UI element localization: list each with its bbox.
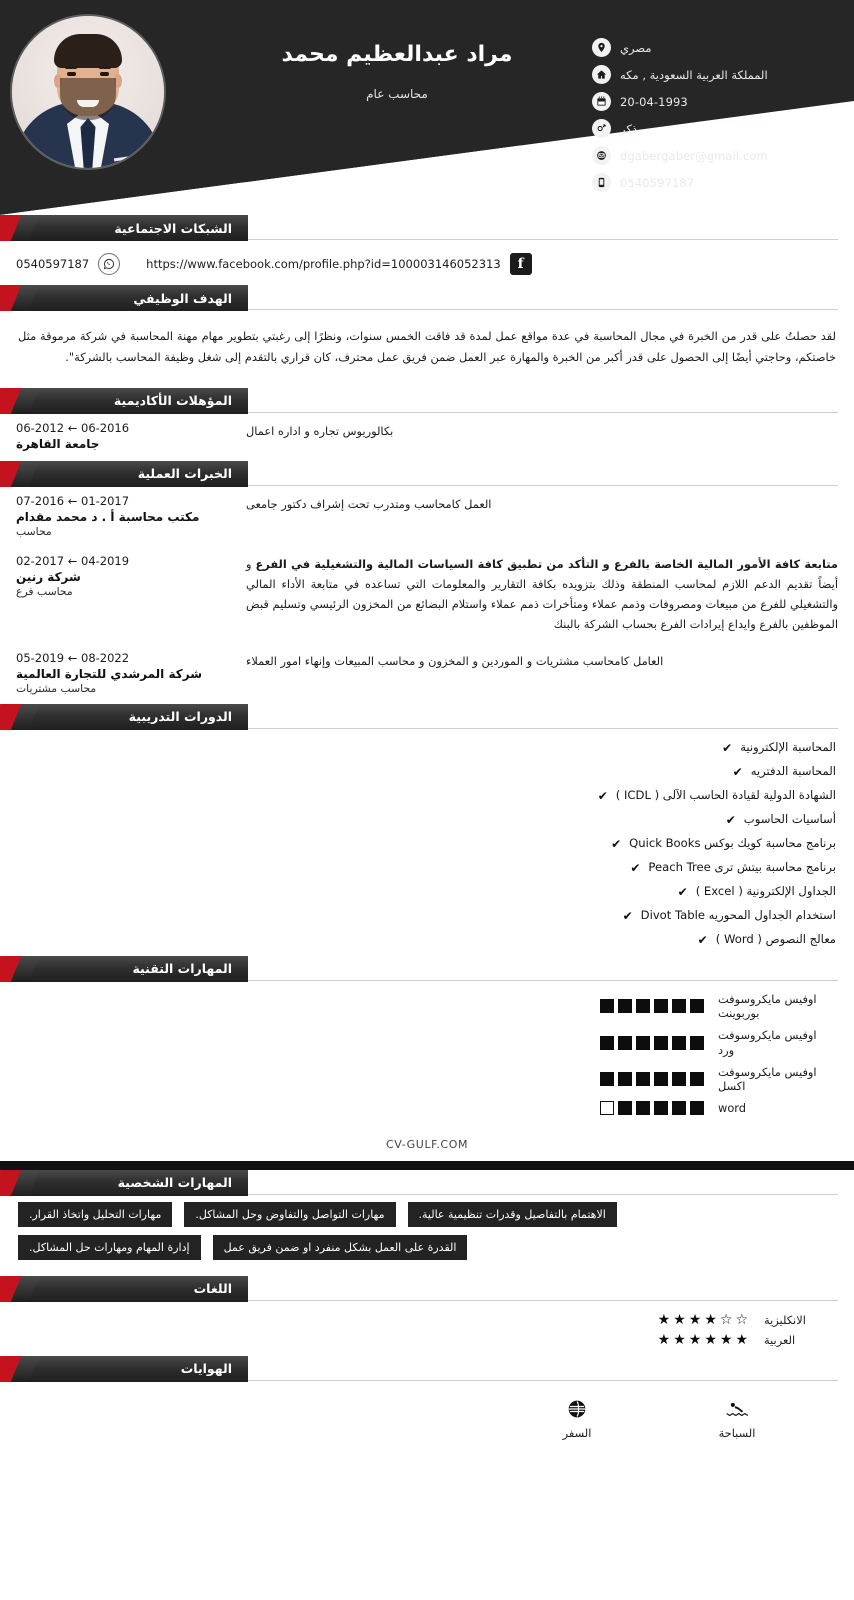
section-header <box>16 215 838 241</box>
section-title: الهدف الوظيفي <box>133 290 232 306</box>
section-divider <box>248 239 838 240</box>
phone-icon <box>592 173 611 192</box>
education-degree: بكالوريوس تجاره و اداره اعمال <box>246 423 394 438</box>
rating-box <box>672 1101 686 1115</box>
language-row <box>18 1310 836 1330</box>
contact-value: 20-04-1993 <box>620 94 688 109</box>
language-rating <box>658 1333 748 1347</box>
rating-star: ☆ <box>719 1311 733 1328</box>
section-title: المهارات الشخصية <box>117 1175 232 1191</box>
experience-description-highlight: متابعة كافة الأمور المالية الخاصة بالفرع و التأكد من تطبيق كافة السياسات المالية والتشغيلية في الفرع <box>255 556 838 571</box>
section-divider <box>248 1380 838 1381</box>
section-title: الشبكات الاجتماعية <box>114 220 232 236</box>
rating-box <box>654 999 668 1013</box>
contact-item-address <box>592 61 854 88</box>
section-banner <box>16 1276 248 1302</box>
section-banner <box>16 285 248 311</box>
rating-box <box>672 999 686 1013</box>
course-name: برنامج محاسبة كويك بوكس Quick Books <box>629 835 836 850</box>
list-item <box>18 928 836 952</box>
avatar <box>12 16 164 168</box>
tech-skills-list <box>16 982 838 1122</box>
tech-skill-row <box>18 1061 836 1098</box>
tech-skill-label: اوفيس مايكروسوفت اكسل <box>718 1064 817 1094</box>
watermark: CV-GULF.COM <box>385 1137 469 1151</box>
course-name: الجداول الإلكترونية ( Excel ) <box>695 883 836 898</box>
check-icon: ✔ <box>630 860 641 875</box>
list-item <box>18 736 836 760</box>
section-header <box>16 285 838 311</box>
section-banner <box>16 956 248 982</box>
list-item <box>18 784 836 808</box>
language-label: العربية <box>764 1332 796 1347</box>
whatsapp-icon <box>98 253 120 275</box>
tech-skill-rating <box>600 1036 704 1050</box>
rating-box <box>672 1072 686 1086</box>
section-banner <box>16 1356 248 1382</box>
check-icon: ✔ <box>597 788 608 803</box>
experience-dates: 07-2016 ← 01-2017 <box>16 493 130 508</box>
experience-role: محاسب <box>16 524 52 538</box>
section-divider <box>248 412 838 413</box>
rating-box <box>600 999 614 1013</box>
section-divider <box>248 485 838 486</box>
section-divider <box>248 980 838 981</box>
language-label: الانكليزية <box>764 1312 806 1327</box>
location-pin-icon <box>592 38 611 57</box>
list-item <box>18 856 836 880</box>
tech-skill-label: word <box>718 1101 746 1116</box>
section-education <box>0 388 854 461</box>
rating-box <box>654 1036 668 1050</box>
rating-box <box>618 1072 632 1086</box>
tech-skill-rating <box>600 1101 704 1115</box>
section-title: الخبرات العملية <box>137 466 232 482</box>
objective-text: لقد حصلتُ على قدر من الخبرة في مجال المحاسبة في عدة مواقع عمل لمدة قد فاقت الخمس سنوات، ونظرًا إلى رغبتي بتطوير مهام مهنة المحاسبة في شركة مرموقة مثل خاصتكم، وحاجتي أيضًا إلى الحصول على قدر أكبر من الخبرة والمهارة عبر العمل ضمن فريق عمل محترف، كان قراري بالتقدم إلى شغل وظيفة المحاسب بالشركة". <box>18 329 836 365</box>
section-courses <box>0 704 854 956</box>
rating-star: ★ <box>657 1311 671 1328</box>
contact-item-phone[interactable] <box>592 169 854 196</box>
check-icon: ✔ <box>732 764 743 779</box>
section-header <box>16 704 838 730</box>
social-links <box>16 241 838 285</box>
section-hobbies <box>0 1356 854 1470</box>
experience-entry <box>16 487 838 547</box>
education-dates: 06-2012 ← 06-2016 <box>16 420 130 435</box>
social-link-number: 0540597187 <box>16 257 90 271</box>
gender-icon <box>592 119 611 138</box>
section-title: المؤهلات الأكاديمية <box>113 393 232 409</box>
contact-item-nationality <box>592 34 854 61</box>
section-divider <box>248 1194 838 1195</box>
candidate-name: مراد عبدالعظيم محمد <box>281 42 513 67</box>
skill-chip: إدارة المهام ومهارات حل المشاكل. <box>18 1235 201 1260</box>
hobby-item <box>534 1398 620 1440</box>
rating-box <box>618 999 632 1013</box>
contact-value: ذكر <box>620 121 637 136</box>
email-icon <box>592 146 611 165</box>
experience-company: شركة المرشدي للتجارة العالمية <box>16 666 202 681</box>
experience-meta <box>16 494 228 538</box>
section-title: الدورات التدريبية <box>128 709 232 725</box>
check-icon: ✔ <box>725 812 736 827</box>
personal-skills-list <box>16 1196 838 1276</box>
skill-chip: الاهتمام بالتفاصيل وقدرات تنظيمية عالية. <box>408 1202 617 1227</box>
experience-meta <box>16 554 228 598</box>
rating-star: ★ <box>704 1311 717 1328</box>
section-banner <box>16 215 248 241</box>
experience-role: محاسب مشتريات <box>16 681 97 695</box>
skill-chip: مهارات التحليل واتخاذ القرار. <box>18 1202 172 1227</box>
check-icon: ✔ <box>622 908 633 923</box>
rating-star: ★ <box>673 1311 686 1328</box>
rating-star: ★ <box>657 1331 671 1348</box>
tech-skill-rating <box>600 1072 704 1086</box>
page-break-divider <box>0 1161 854 1170</box>
rating-box <box>672 1036 686 1050</box>
contact-value: المملكة العربية السعودية , مكه <box>620 67 768 82</box>
rating-star: ★ <box>673 1331 686 1348</box>
section-header <box>16 461 838 487</box>
list-item <box>18 832 836 856</box>
rating-star: ★ <box>704 1331 717 1348</box>
rating-box <box>654 1101 668 1115</box>
skill-chip: مهارات التواصل والتفاوض وحل المشاكل. <box>184 1202 395 1227</box>
list-item <box>18 880 836 904</box>
experience-meta <box>16 651 228 695</box>
section-header <box>16 1276 838 1302</box>
rating-box <box>600 1101 614 1115</box>
contact-item-gender <box>592 115 854 142</box>
section-divider <box>248 309 838 310</box>
experience-company: شركة رنين <box>16 569 81 584</box>
course-name: معالج النصوص ( Word ) <box>715 931 836 946</box>
languages-list <box>16 1302 838 1356</box>
tech-skill-row <box>18 988 836 1025</box>
tech-skill-row <box>18 1024 836 1061</box>
tech-skill-label: اوفيس مايكروسوفت ورد <box>718 1028 817 1057</box>
list-item <box>18 904 836 928</box>
course-name: استخدام الجداول المحوريه Divot Table <box>640 907 836 922</box>
experience-description <box>246 554 838 635</box>
section-tech-skills <box>0 956 854 1122</box>
section-title: الهوايات <box>180 1361 232 1377</box>
experience-description: العامل كامحاسب مشتريات و الموردين و المخزون و محاسب المبيعات وإنهاء امور العملاء <box>246 653 664 668</box>
rating-box <box>600 1036 614 1050</box>
rating-box <box>636 1072 650 1086</box>
education-entry <box>16 414 838 461</box>
rating-box <box>636 999 650 1013</box>
check-icon: ✔ <box>677 884 688 899</box>
tech-skill-row <box>18 1097 836 1119</box>
courses-list <box>16 730 838 956</box>
section-banner <box>16 1170 248 1196</box>
section-personal-skills <box>0 1170 854 1276</box>
tech-skill-label: اوفيس مايكروسوفت بوربوينت <box>718 991 817 1021</box>
section-experience <box>0 461 854 704</box>
experience-entry <box>16 547 838 644</box>
section-languages <box>0 1276 854 1356</box>
section-title: اللغات <box>193 1281 232 1297</box>
section-banner <box>16 704 248 730</box>
section-title: المهارات التقنية <box>132 961 232 977</box>
section-header <box>16 388 838 414</box>
check-icon: ✔ <box>722 740 733 755</box>
experience-dates: 02-2017 ← 04-2019 <box>16 553 130 568</box>
check-icon: ✔ <box>697 932 708 947</box>
course-name: أساسيات الحاسوب <box>743 811 836 826</box>
rating-box <box>618 1036 632 1050</box>
language-rating <box>658 1313 748 1327</box>
cv-header <box>0 0 854 215</box>
contact-item-birthdate <box>592 88 854 115</box>
contact-item-email[interactable] <box>592 142 854 169</box>
rating-star: ★ <box>719 1331 733 1348</box>
experience-role: محاسب فرع <box>16 584 73 598</box>
section-banner <box>16 461 248 487</box>
section-header <box>16 956 838 982</box>
contact-value: مصري <box>620 40 652 55</box>
hobby-item <box>694 1398 780 1440</box>
course-name: برنامج محاسبة بيتش ترى Peach Tree <box>648 859 836 874</box>
education-institution: جامعة القاهرة <box>16 436 100 451</box>
experience-description-rest: و أيضاً تقديم الدعم اللازم لمحاسب المنطقة وذلك بتزويده بكافة التقارير والمعلومات التي تساعده في متابعة الأداء المالي والتشغيلي للفرع من مبيعات ومصروفات وذمم عملاء ومتأخرات ذمم عملاء واستلام البضائع من المخزون الرئيسي وتسليم قبض الموظفين بالفرع وايداع إيرادات الفرع بحساب الشركة بالبنك <box>246 556 838 631</box>
personal-skills-row <box>18 1235 836 1260</box>
social-item-facebook[interactable] <box>146 253 532 275</box>
contact-value: dgabergaber@gmail.com <box>620 148 768 163</box>
home-icon <box>592 65 611 84</box>
hobbies-list <box>16 1382 838 1470</box>
avatar-container <box>0 0 182 168</box>
section-divider <box>248 1300 838 1301</box>
contact-value: 0540597187 <box>620 175 695 190</box>
skill-chip: القدرة على العمل بشكل منفرد او ضمن فريق عمل <box>213 1235 468 1260</box>
hobby-label: السفر <box>562 1425 592 1440</box>
section-social <box>0 215 854 285</box>
section-divider <box>248 728 838 729</box>
experience-dates: 05-2019 ← 08-2022 <box>16 650 130 665</box>
rating-box <box>690 1036 704 1050</box>
contact-list <box>592 0 854 196</box>
education-meta <box>16 421 228 452</box>
section-objective <box>0 285 854 377</box>
experience-entry <box>16 644 838 704</box>
calendar-icon <box>592 92 611 111</box>
facebook-icon: f <box>510 253 532 275</box>
tech-skill-rating <box>600 999 704 1013</box>
social-link-url: https://www.facebook.com/profile.php?id=100003146052313 <box>146 257 501 271</box>
swimming-icon <box>694 1398 780 1420</box>
section-header <box>16 1356 838 1382</box>
rating-box <box>618 1101 632 1115</box>
language-row <box>18 1330 836 1350</box>
rating-box <box>600 1072 614 1086</box>
course-name: الشهادة الدولية لقيادة الحاسب الآلى ( ICDL ) <box>615 787 836 802</box>
experience-company: مكتب محاسبة أ . د محمد مقدام <box>16 509 200 524</box>
header-identity <box>182 0 592 101</box>
travel-icon <box>534 1398 620 1420</box>
rating-box <box>654 1072 668 1086</box>
list-item <box>18 760 836 784</box>
rating-box <box>636 1036 650 1050</box>
rating-box <box>690 999 704 1013</box>
experience-description: العمل كامحاسب ومتدرب تحت إشراف دكتور جامعى <box>246 496 492 511</box>
course-name: المحاسبة الدفتريه <box>750 763 836 778</box>
rating-box <box>690 1101 704 1115</box>
hobby-label: السباحة <box>718 1425 756 1440</box>
candidate-job-title: محاسب عام <box>366 87 428 101</box>
check-icon: ✔ <box>611 836 622 851</box>
personal-skills-row <box>18 1202 836 1227</box>
rating-star: ★ <box>688 1331 702 1348</box>
rating-box <box>636 1101 650 1115</box>
social-item-whatsapp[interactable] <box>16 253 120 275</box>
list-item <box>18 808 836 832</box>
section-header <box>16 1170 838 1196</box>
course-name: المحاسبة الإلكترونية <box>740 739 836 754</box>
rating-box <box>690 1072 704 1086</box>
rating-star: ☆ <box>735 1311 748 1328</box>
rating-star: ★ <box>688 1311 702 1328</box>
rating-star: ★ <box>735 1331 748 1348</box>
section-banner <box>16 388 248 414</box>
